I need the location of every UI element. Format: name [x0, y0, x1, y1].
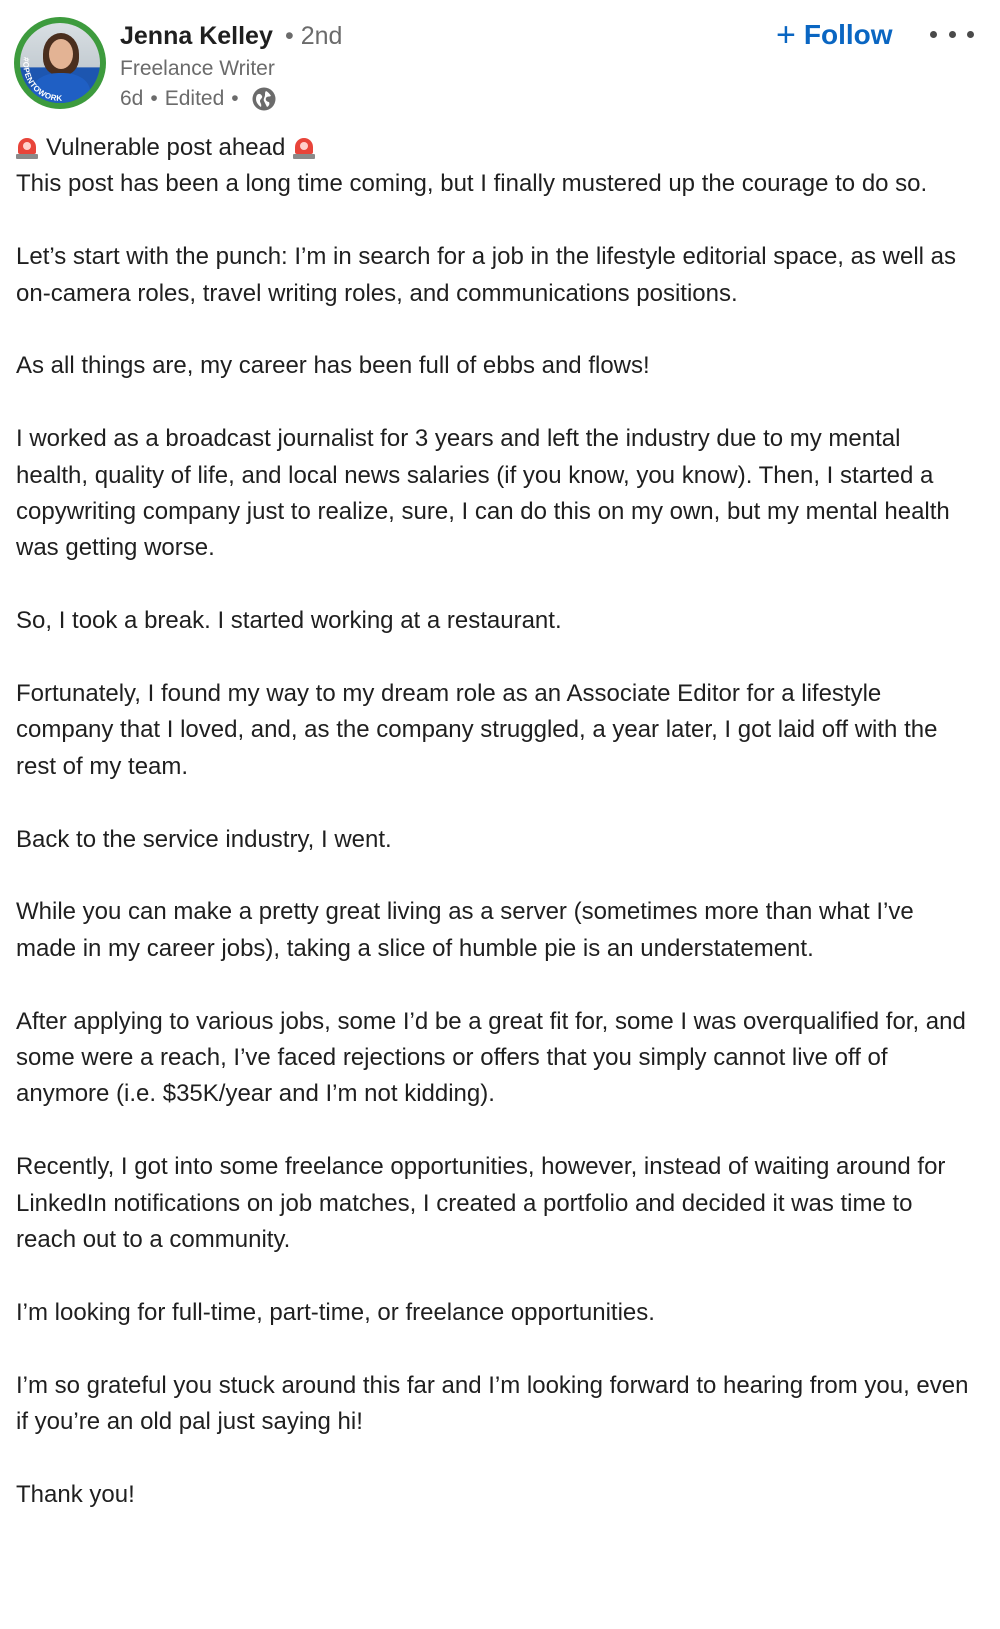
paragraph-gap [16, 785, 976, 821]
paragraph-gap [16, 385, 976, 421]
post-headline-line [16, 130, 976, 166]
globe-icon [251, 86, 277, 112]
separator-dot: • [150, 87, 158, 110]
paragraph-gap [16, 203, 976, 239]
post-time[interactable]: 6d [120, 87, 144, 110]
post-paragraph: I worked as a broadcast journalist for 3 years and left the industry due to my mental health, quality of life, and local news salaries (if you know, you know). Then, I started a copywriting company just to realize, sure, I can do this on my own, but my mental health was getting worse. [16, 425, 950, 562]
paragraph-gap [16, 1113, 976, 1149]
follow-label: Follow [803, 19, 893, 50]
more-dot [930, 31, 937, 38]
post-meta [120, 86, 277, 112]
avatar[interactable] [14, 17, 106, 109]
post-paragraph: Back to the service industry, I went. [16, 825, 392, 853]
paragraph-gap [16, 858, 976, 894]
open-to-work-frame [14, 17, 106, 109]
paragraph-gap [16, 640, 976, 676]
edited-label: Edited [164, 87, 225, 110]
post-paragraph: I’m so grateful you stuck around this far and I’m looking forward to hearing from you, even if you’re an old pal just saying hi! [16, 1371, 969, 1436]
post-headline: Vulnerable post ahead [46, 134, 286, 161]
paragraph-gap [16, 1258, 976, 1294]
post-paragraph: So, I took a break. I started working at a restaurant. [16, 607, 562, 635]
post-paragraph: Recently, I got into some freelance opportunities, however, instead of waiting around for LinkedIn notifications on job matches, I created a portfolio and decided it was time to reach out to a community. [16, 1153, 946, 1254]
paragraph-gap [16, 567, 976, 603]
post-paragraph: Fortunately, I found my way to my dream role as an Associate Editor for a lifestyle company that I loved, and, as the company struggled, a year later, I got laid off with the rest of my team. [16, 680, 938, 780]
follow-button[interactable] [776, 15, 893, 55]
post-paragraph: As all things are, my career has been full of ebbs and flows! [16, 352, 650, 380]
post-paragraph: I’m looking for full-time, part-time, or freelance opportunities. [16, 1298, 655, 1326]
open-to-work-badge-text: #OPENTOWORK [21, 56, 63, 103]
post-paragraph: While you can make a pretty great living as a server (sometimes more than what I’ve made in my career jobs), taking a slice of humble pie is an understatement. [16, 898, 914, 962]
plus-icon: + [776, 16, 796, 54]
post-paragraph: After applying to various jobs, some I’d be a great fit for, some I was overqualified for, and some were a reach, I’ve faced rejections or offers that you simply cannot live off of anymore (i.e. $35K/year and I’m not kidding). [16, 1007, 966, 1108]
siren-emoji-icon [16, 136, 38, 160]
post-paragraph: This post has been a long time coming, but I finally mustered up the courage to do so. [16, 170, 928, 198]
more-dot [967, 31, 974, 38]
separator-dot: • [231, 87, 239, 110]
post-header [0, 0, 1000, 120]
post-body [16, 130, 976, 1513]
paragraph-gap [16, 1440, 976, 1476]
paragraph-gap [16, 967, 976, 1003]
paragraph-gap [16, 312, 976, 348]
paragraph-gap [16, 1331, 976, 1367]
more-dot [949, 31, 956, 38]
svg-text:#OPENTOWORK [21, 57, 62, 103]
author-name[interactable]: Jenna Kelley [120, 22, 273, 50]
siren-emoji-icon [293, 136, 315, 160]
author-headline: Freelance Writer [120, 57, 275, 80]
post-paragraph: Thank you! [16, 1480, 135, 1508]
more-options-button[interactable] [930, 22, 974, 46]
post-paragraph: Let’s start with the punch: I’m in search for a job in the lifestyle editorial space, as well as on-camera roles, travel writing roles, and communications positions. [16, 243, 957, 307]
connection-degree: • 2nd [285, 22, 343, 50]
